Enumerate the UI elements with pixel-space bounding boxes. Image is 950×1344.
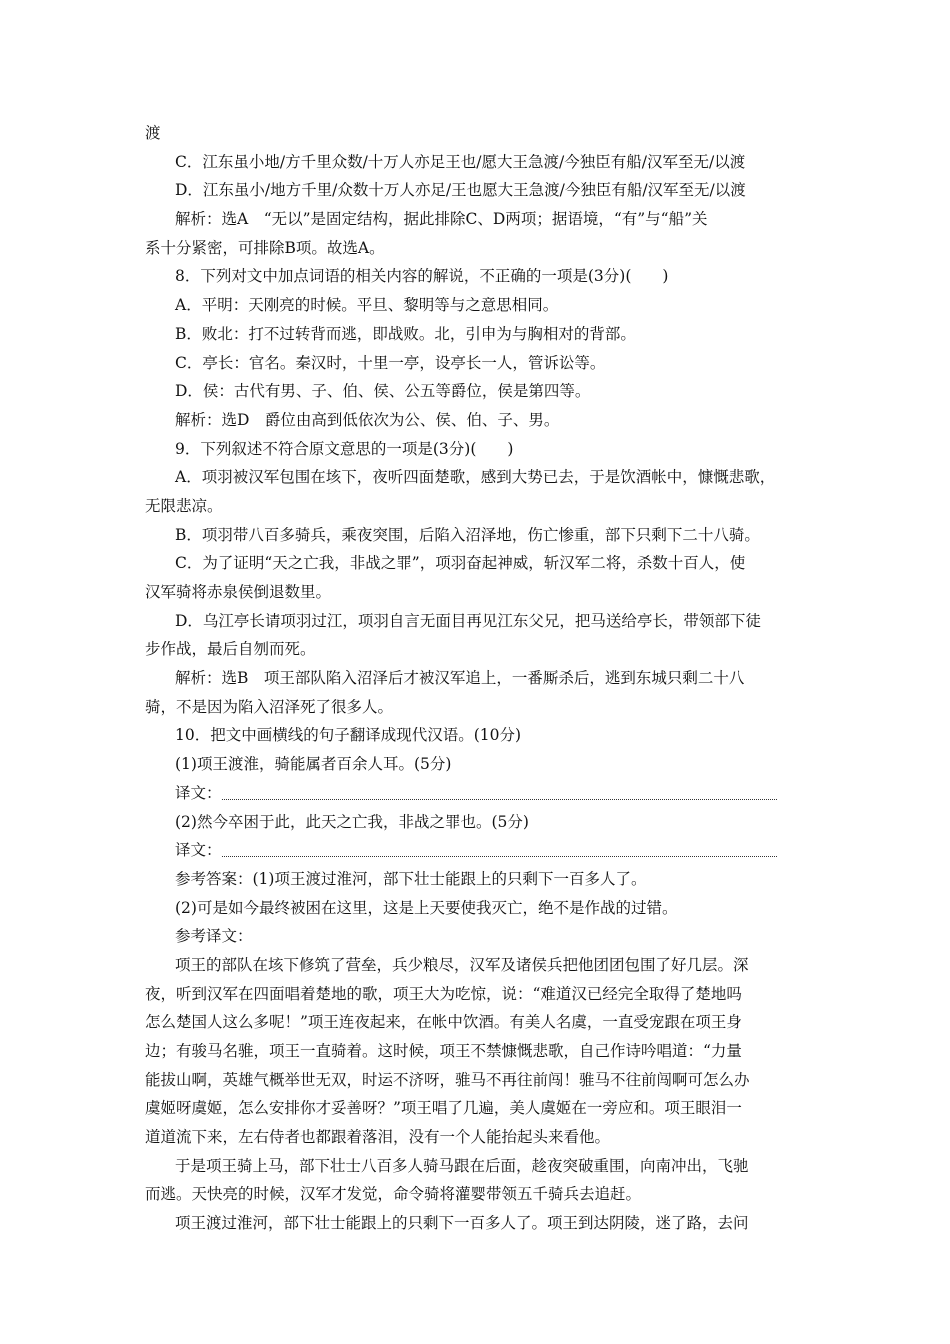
text-line: (2)然今卒困于此，此天之亡我，非战之罪也。(5分) (175, 812, 529, 831)
text-line: 解析：选D 爵位由高到低依次为公、侯、伯、子、男。 (175, 410, 560, 429)
text-line: 渡 (145, 124, 161, 142)
text-line: 于是项王骑上马，部下壮士八百多人骑马跟在后面，趁夜突破重围，向南冲出，飞驰 (175, 1156, 749, 1175)
text-line: 道道流下来，左右侍者也都跟着落泪，没有一个人能抬起头来看他。 (145, 1128, 611, 1147)
text-line: 参考译文： (175, 927, 253, 946)
text-line: 10．把文中画横线的句子翻译成现代汉语。(10分) (175, 726, 522, 745)
text-line: D．侯：古代有男、子、伯、侯、公五等爵位，侯是第四等。 (175, 382, 591, 401)
text-line: 而逃。天快亮的时候，汉军才发觉，命令骑将灌婴带领五千骑兵去追赶。 (145, 1185, 642, 1204)
text-line: 项王的部队在垓下修筑了营垒，兵少粮尽，汉军及诸侯兵把他团团包围了好几层。深 (175, 955, 749, 974)
text-line: 怎么楚国人这么多呢！”项王连夜起来，在帐中饮酒。有美人名虞，一直受宠跟在项王身 (145, 1013, 742, 1032)
text-line: (1)项王渡淮，骑能属者百余人耳。(5分) (175, 755, 452, 774)
text-line: 项王渡过淮河，部下壮士能跟上的只剩下一百多人了。项王到达阴陵，迷了路，去问 (175, 1214, 749, 1233)
text-line: C．亭长：官名。秦汉时，十里一亭，设亭长一人，管诉讼等。 (175, 353, 606, 372)
text-line: 参考答案：(1)项王渡过淮河，部下壮士能跟上的只剩下一百多人了。 (175, 869, 647, 888)
text-line: 无限悲凉。 (145, 496, 223, 515)
text-line: C．为了证明“天之亡我，非战之罪”，项羽奋起神威，斩汉军二将，杀数十百人，使 (175, 554, 746, 573)
text-line: 9．下列叙述不符合原文意思的一项是(3分)( ) (175, 439, 514, 458)
text-line: 8．下列对文中加点词语的相关内容的解说，不正确的一项是(3分)( ) (175, 267, 669, 286)
answer-label: 译文： (175, 783, 222, 802)
text-line: B．项羽带八百多骑兵，乘夜突围，后陷入沼泽地，伤亡惨重，部下只剩下二十八骑。 (175, 525, 760, 544)
text-line: 汉军骑将赤泉侯倒退数里。 (145, 583, 332, 601)
text-line: (2)可是如今最终被困在这里，这是上天要使我灭亡，绝不是作战的过错。 (175, 898, 678, 917)
answer-blank[interactable] (222, 799, 777, 800)
text-line: 系十分紧密，可排除B项。故选A。 (145, 238, 385, 257)
text-line: C．江东虽小地/方千里众数/十万人亦足王也/愿大王急渡/今独臣有船/汉军至无/以渡 (175, 152, 746, 171)
text-line: A．平明：天刚亮的时候。平旦、黎明等与之意思相同。 (175, 296, 559, 315)
text-line: 虞姬呀虞姬，怎么安排你才妥善呀？”项王唱了几遍，美人虞姬在一旁应和。项王眼泪一 (145, 1099, 742, 1118)
answer-line (145, 836, 815, 865)
text-line: B．败北：打不过转背而逃，即战败。北，引申为与胸相对的背部。 (175, 324, 636, 343)
text-line: 边；有骏马名骓，项王一直骑着。这时候，项王不禁慷慨悲歌，自己作诗吟唱道：“力量 (145, 1042, 742, 1060)
document-body (145, 119, 815, 1238)
text-line: D．江东虽小/地方千里/众数十万人亦足/王也愿大王急渡/今独臣有船/汉军至无/以渡 (175, 181, 746, 200)
text-line: D．乌江亭长请项羽过江，项羽自言无面目再见江东父兄，把马送给亭长，带领部下徒 (175, 611, 761, 630)
text-line: 解析：选A “无以”是固定结构，据此排除C、D两项；据语境，“有”与“船”关 (175, 210, 708, 229)
text-line: 能拔山啊，英雄气概举世无双，时运不济呀，骓马不再往前闯！骓马不往前闯啊可怎么办 (145, 1070, 750, 1089)
text-line: 解析：选B 项王部队陷入沼泽后才被汉军追上，一番厮杀后，逃到东城只剩二十八 (175, 669, 745, 688)
text-line: 步作战，最后自刎而死。 (145, 640, 316, 659)
answer-blank[interactable] (222, 856, 777, 857)
answer-line (145, 779, 815, 808)
text-line: 夜，听到汉军在四面唱着楚地的歌，项王大为吃惊，说：“难道汉已经完全取得了楚地吗 (145, 984, 742, 1003)
text-line: A．项羽被汉军包围在垓下，夜听四面楚歌，感到大势已去，于是饮酒帐中，慷慨悲歌， (175, 468, 776, 487)
answer-label: 译文： (175, 841, 222, 860)
text-line: 骑，不是因为陷入沼泽死了很多人。 (145, 697, 394, 716)
